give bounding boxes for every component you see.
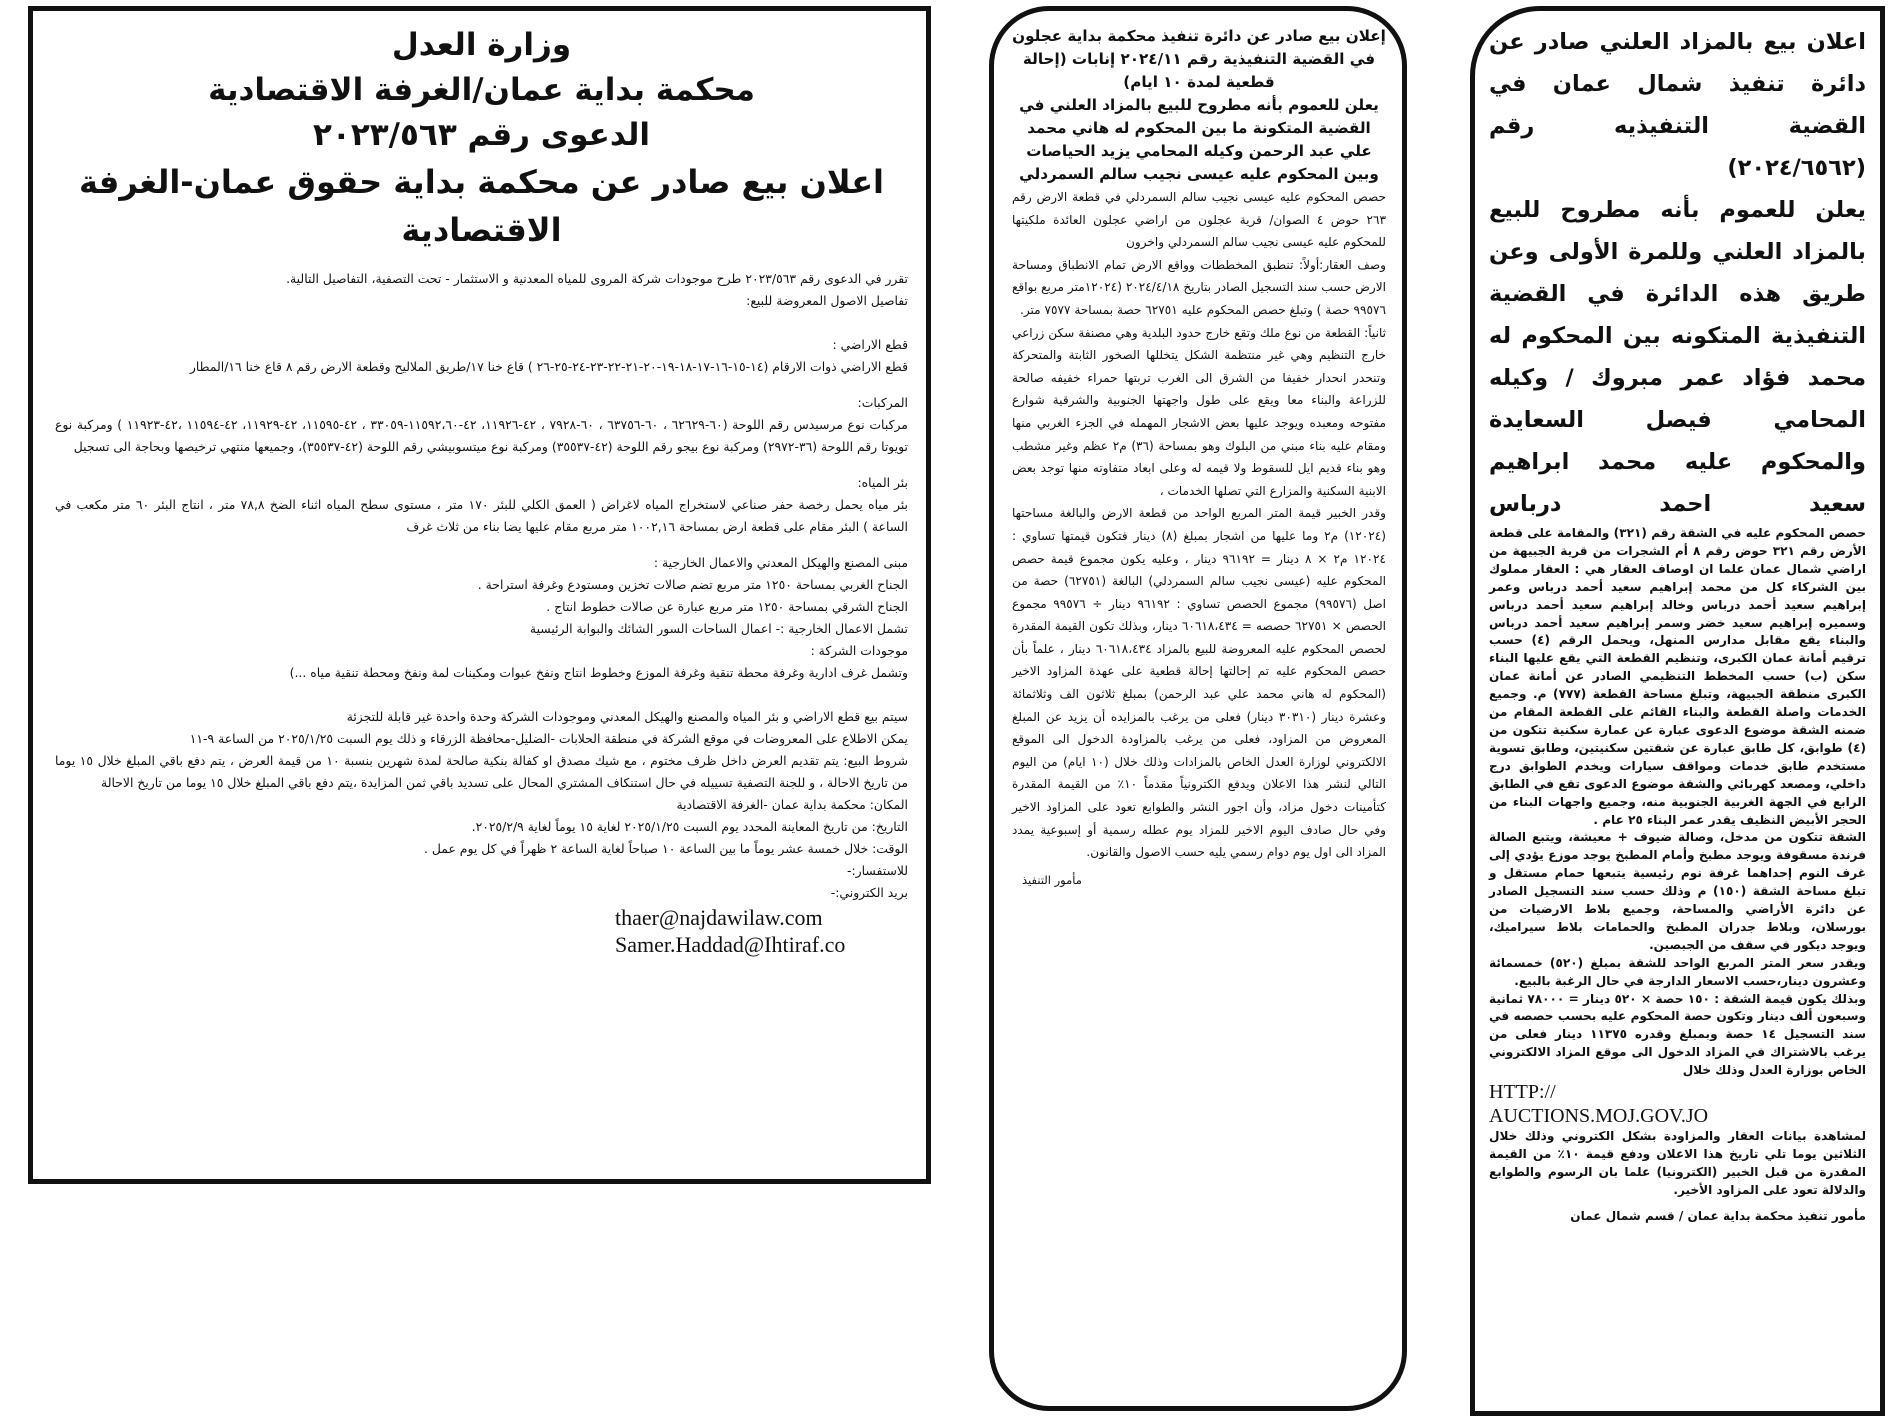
ajloun-lead: يعلن للعموم بأنه مطروح للبيع بالمزاد العلني في القضية المتكونة ما بين المحكوم له هاني محمد علي عبد الرحمن وكيله المحامي يزيد الحياصات وبين المحكوم عليه عيسى نجيب سالم السمردلي <box>1019 96 1379 183</box>
north-body-3: ويقدر سعر المتر المربع الواحد للشقة بمبلغ (٥٢٠) خمسمائة وعشرون دينار،حسب الاسعار الدارجة في حال الرغبة بالبيع. <box>1489 955 1866 988</box>
ajloun-sale-notice <box>989 6 1407 1411</box>
north-body-2: الشقة تتكون من مدخل، وصالة ضيوف + معيشة، ويتبع الصالة فرندة مسقوفة ويوجد مطبخ وأمام المطبخ يوجد موزع يؤدي إلى غرف النوم إحداهما غرفة نوم رئيسية يتبعها حمام مستقل و تبلغ مساحة الشقة (١٥٠) م وذلك حسب سند التسجيل الصادر عن دائرة الأراضي والمساحة، وجميع بلاط الارضيات من بورسلان، وبلاط جدران المطبخ والحمامات بلاط سيراميك، ويوجد ديكور في سقف من الجبصين. <box>1489 830 1866 952</box>
building-external: تشمل الاعمال الخارجية :- اعمال الساحات السور الشائك والبوابة الرئيسية <box>529 621 908 636</box>
vehicles-label: المركبات: <box>857 395 908 410</box>
north-amman-sale-notice <box>1470 6 1885 1416</box>
lands-text: قطع الاراضي ذوات الارقام (١٤-١٥-١٦-١٧-١٨-١٩-٢٠-٢١-٢٢-٢٣-٢٤-٢٥-٢٦ ) قاع خنا ١٧/طريق الملاليح وقطعة الارض رقم ٨ قاع خنا ١٦/المطار <box>189 359 908 374</box>
auction-url-prefix[interactable]: HTTP:// <box>1489 1081 1556 1104</box>
north-lead: يعلن للعموم بأنه مطروح للبيع بالمزاد العلني وللمرة الأولى وعن طريق هذه الدائرة في القضية التنفيذية المتكونه بين المحكوم له محمد فؤاد عمر مبروك / وكيله المحامي فيصل السعايدة والمحكوم عليه محمد ابراهيم سعيد احمد درباس <box>1489 197 1866 517</box>
ajloun-body-4: وقدر الخبير قيمة المتر المربع الواحد من قطعة الارض والبالغة مساحتها (١٢٠٢٤) م٢ وما عليها من اشجار بمبلغ (٨) دينار فتكون قيمتها تساوي : ١٢٠٢٤ م٢ × ٨ دينار = ٩٦١٩٢ دينار ، وعليه يكون مجموع قيمة حصص المحكوم عليه (عيسى نجيب سالم السمردلي) البالغة (٦٢٧٥١) حصة من اصل (٩٩٥٧٦) مجموع الحصص تساوي : ٩٦١٩٢ دينار ÷ ٩٩٥٧٦ مجموع الحصص × ٦٢٧٥١ حصصه = ٦٠٦١٨،٤٣٤ دينار، وبذلك تكون القيمة المقدرة لحصص المحكوم عليه المعروضة للبيع بالمزاد ٦٠٦١٨،٤٣٤ دينار ، علماً بأن حصص المحكوم عليه تم إحالتها إحالة قطعية على عهدة المزاود الاخير (المحكوم له هاني محمد علي عبد الرحمن) بمبلغ ثلاثون الف وثلاثمائة وعشرة دينار (٣٠٣١٠ دينار) فعلى من يرغب بالمزايده أن يزيد عن المبلغ المعروض من المزاود، فعلى من يرغب بالمزاودة الدخول الى الموقع الالكتروني لوزارة العدل الخاص بالمزادات وذلك خلال (١٠ ايام) من اليوم التالي لنشر هذا الاعلان ويدفع الكترونياً مقدماً ١٠٪ من القيمة المقدرة كتأمينات دخول مزاد، وأن اجور النشر والطوابع تعود على المزاود الاخير وفي حال صادف اليوم الاخير للمزاد يوم عطله رسمية أو إسبوعية يمدد المزاد الى اول يوم دوام رسمي يليه حسب الاصول والقانون. <box>1012 506 1387 860</box>
building-west: الجناح الغربي بمساحة ١٢٥٠ متر مربع تضم صالات تخزين ومستودع وغرفة استراحة . <box>477 577 908 592</box>
notice-headline: اعلان بيع صادر عن محكمة بداية حقوق عمان-الغرفة الاقتصادية <box>78 163 885 249</box>
email-label: بريد الكتروني:- <box>830 885 908 900</box>
north-body-1: حصص المحكوم عليه في الشقة رقم (٣٢١) والمقامة على قطعة الأرض رقم ٣٢١ حوض رقم ٨ أم الشجرات من قرية الجبيهة من اراضي شمال عمان علما ان اوصاف العقار هي : العقار مملوك بين الشركاء كل من محمد إبراهيم سعيد أحمد درباس وعمر إبراهيم سعيد أحمد درباس وخالد إبراهيم سعيد أحمد درباس وسميره إبراهيم سعيد خضر وسمر إبراهيم سعيد أحمد درباس والبناء يقع مقابل مدارس المنهل، ويحمل الرقم (٤) حسب ترقيم أمانة عمان الكبرى، وتنظيم القطعة التي يقع عليها البناء سكن (ب) حسب المخطط التنظيمي الصادر عن أمانة عمان الكبرى منطقة الجبيهة، وتبلغ مساحة القطعة (٧٧٧) م. وجميع الخدمات واصلة القطعة والبناء القائم على القطعة المقام من ضمنه الشقة موضوع الدعوى عبارة عن عمارة سكنية تتكون من (٤) طوابق، كل طابق عبارة عن شقتين سكنيتين، وطابق تسوية مستخدم طابق خدمات ومواقف سيارات ويخدم الطوابق درج داخلي، ومصعد كهربائي والشقة موضوع الدعوى تقع في الطابق الرابع في الجهة الغربية الجنوبية منه، وجميع واجهات البناء من الحجر الأبيض النظيف يقدر عمر البناء ٢٥ عام . <box>1489 526 1866 827</box>
place-text: المكان: محكمة بداية عمان -الغرفة الاقتصادية <box>676 797 908 812</box>
terms-text: شروط البيع: يتم تقديم العرض داخل ظرف مختوم ، مع شيك مصدق او كفالة بنكية صالحة لمدة شهرين بنسبة ١٠ من قيمة العرض ، يتم دفع باقي المبلغ خلال ١٥ يوما من تاريخ الاحالة ، و للجنة التصفية تسييله في حال استنكاف المشتري المحال على تسديد باقي ثمن المزايدة ،يتم دفع باقي المبلغ خلال ١٥ يوما من تاريخ الاحالة <box>55 753 909 790</box>
sale-text: سيتم بيع قطع الاراضي و بئر المياه والمصنع والهيكل المعدني وموجودات الشركة وحدة واحدة غير قابلة للتجزئة <box>346 709 908 724</box>
date-text: التاريخ: من تاريخ المعاينة المحدد يوم السبت ٢٠٢٥/١/٢٥ لغاية ١٥ يوماً لغاية ٢٠٢٥/٢/٩. <box>471 819 908 834</box>
well-label: بئر المياه: <box>857 475 908 490</box>
vehicles-text: مركبات نوع مرسيدس رقم اللوحة (٦٠-٦٢٦٢٩ ، ٦٠-٦٣٧٥٦ ، ٦٠-٧٩٢٨ ، ٤٢-١١٩٢٦، ٤٢-١١٥٩٢،٦٠-٣٣٠٥٩ ، ٤٢-١١٥٩٥، ٤٢-١١٩٢٩، ٤٢-١١٥٩٤ ،٤٢-١١٩٢٣ ) ومركبة نوع تويوتا رقم اللوحة (٣٦-٢٩٧٢) ومركبة نوع بيجو رقم اللوحة (٤٢-٣٥٥٣٧) ومركبة نوع ميتسوبيشي رقم اللوحة (٤٢-٣٥٥٣٧)، وجميعها منتهي ترخيصها وبحاجة الى تسجيل <box>55 417 908 454</box>
company-text: وتشمل غرف ادارية وغرفة محطة تنقية وغرفة الموزع وخطوط انتاج ونفخ عبوات ومكينات لمة ونفخ ومحطة تنقية مياه ...) <box>289 665 908 680</box>
assets-title: تفاصيل الاصول المعروضة للبيع: <box>746 293 908 308</box>
ajloun-body-1: حصص المحكوم عليه عيسى نجيب سالم السمردلي في قطعة الارض رقم ٢٦٣ حوض ٤ الصوان/ قرية عجلون من اراضي عجلون العائدة ملكيتها للمحكوم عليه عيسى نجيب سالم السمردلي واخرون <box>1012 190 1386 250</box>
ajloun-title: إعلان بيع صادر عن دائرة تنفيذ محكمة بداية عجلون في القضية التنفيذية رقم ٢٠٢٤/١١ إنابات (إحالة قطعية لمدة ١٠ ايام) <box>1012 27 1386 91</box>
building-east: الجناح الشرقي بمساحة ١٢٥٠ متر مربع عبارة عن صالات خطوط انتاج . <box>546 599 908 614</box>
case-number: الدعوى رقم ٢٠٢٣/٥٦٣ <box>312 117 651 153</box>
ministry-title: وزارة العدل <box>391 27 572 63</box>
viewing-text: يمكن الاطلاع على المعروضات في موقع الشركة في منطقة الحلابات -الضليل-محافظة الزرقاء و ذلك يوم السبت ٢٠٢٥/١/٢٥ من الساعة ٩-١١ <box>189 731 908 746</box>
time-text: الوقت: خلال خمسة عشر يوماً ما بين الساعة ١٠ صباحاً لغاية الساعة ٢ ظهراً في كل يوم عمل . <box>424 841 908 856</box>
north-signature: مأمور تنفيذ محكمة بداية عمان / قسم شمال عمان <box>1570 1208 1866 1223</box>
well-text: بئر مياه يحمل رخصة حفر صناعي لاستخراج المياه لاغراض ( العمق الكلي للبئر ١٧٠ متر ، مستوى سطح المياه اثناء الضخ ٧٨,٨ متر ، انتاج البئر ٦٠ متر مكعب في الساعة ) البئر مقام على قطعة ارض بمساحة ١٠٠٢,١٦ متر مربع مقام عليها يضا بناء من ثلاث غرف <box>55 497 909 534</box>
ajloun-body-3: ثانياً: القطعة من نوع ملك وتقع خارج حدود البلدية وهي مصنفة سكن زراعي خارج التنظيم وهي غير منتظمة الشكل يتخللها الصخور الثابتة والمتحركة وتنحدر انحدار خفيفا من الشرق الى الغرب تربتها حمراء خفيفه صالحة للزراعة والبناء معا ويقع على طول واجهتها الجنوبية والشرقية شوارع مفتوحه ومعبده ويوجد عليها بعض الاشجار المهمله في الجزء الغربي منها ومقام عليه بناء مبني من البلوك وهو بمساحة (٣٦) م٢ عظم وغير مشطب وهو بناء قديم ايل للسقوط ولا قيمه له وعلى ابعاد متفاوته منها توجد بعض الابنية السكنية والمزارع التي تصلها الخدمات ، <box>1012 325 1386 498</box>
north-body-4: وبذلك يكون قيمة الشقة : ١٥٠ حصة × ٥٢٠ دينار = ٧٨٠٠٠ ثمانية وسبعون ألف دينار وتكون حصة المحكوم عليه بحسب حصصه في سند التسجيل ١٤ حصة وبمبلغ وقدره ١١٣٧٥ دينار فعلى من يرغب بالاشتراك في المزاد الدخول الى موقع المزاد الالكتروني الخاص بوزارة العدل وذلك خلال <box>1489 991 1866 1078</box>
inquiry-label: للاستفسار:- <box>846 863 908 878</box>
ajloun-signature: مأمور التنفيذ <box>1022 872 1082 887</box>
court-title: محكمة بداية عمان/الغرفة الاقتصادية <box>208 72 755 108</box>
north-title: اعلان بيع بالمزاد العلني صادر عن دائرة تنفيذ شمال عمان في القضية التنفيذيه رقم (٢٠٢٤/٦٥٦٢) <box>1489 29 1866 181</box>
justice-sale-notice <box>28 6 931 1184</box>
north-body-5: لمشاهدة بيانات العقار والمزاودة بشكل الكتروني وذلك خلال الثلاثين يوما تلي تاريخ هذا الاعلان ودفع قيمة ١٠٪ من القيمة المقدرة من قبل الخبير (الكترونيا) علما بان الرسوم والطوابع والدلالة تعود على المزاود الأخير. <box>1489 1129 1866 1197</box>
company-label: موجودات الشركة : <box>810 643 908 658</box>
email-link-1[interactable]: thaer@najdawilaw.com <box>615 905 823 930</box>
auction-url-domain[interactable]: AUCTIONS.MOJ.GOV.JO <box>1489 1105 1709 1128</box>
email-link-2[interactable]: Samer.Haddad@Ihtiraf.co <box>615 932 846 957</box>
lands-label: قطع الاراضي : <box>832 337 908 352</box>
ajloun-body-2: وصف العقار:أولاً: تنطبق المخططات وواقع الارض تمام الانطباق ومساحة الارض حسب سند التسجيل الصادر بتاريخ ٢٠٢٤/٤/١٨ (١٢٠٢٤متر مربع بواقع ٩٩٥٧٦ حصة ) وتبلغ حصص المحكوم عليه ٦٢٧٥١ حصة بمساحة ٧٥٧٧ متر. <box>1012 257 1386 317</box>
intro-paragraph: تقرر في الدعوى رقم ٢٠٢٣/٥٦٣ طرح موجودات شركة المروى للمياه المعدنية و الاستثمار - تحت التصفية، التفاصيل التالية. <box>286 271 908 286</box>
building-label: مبنى المصنع والهيكل المعدني والاعمال الخارجية : <box>653 555 908 570</box>
